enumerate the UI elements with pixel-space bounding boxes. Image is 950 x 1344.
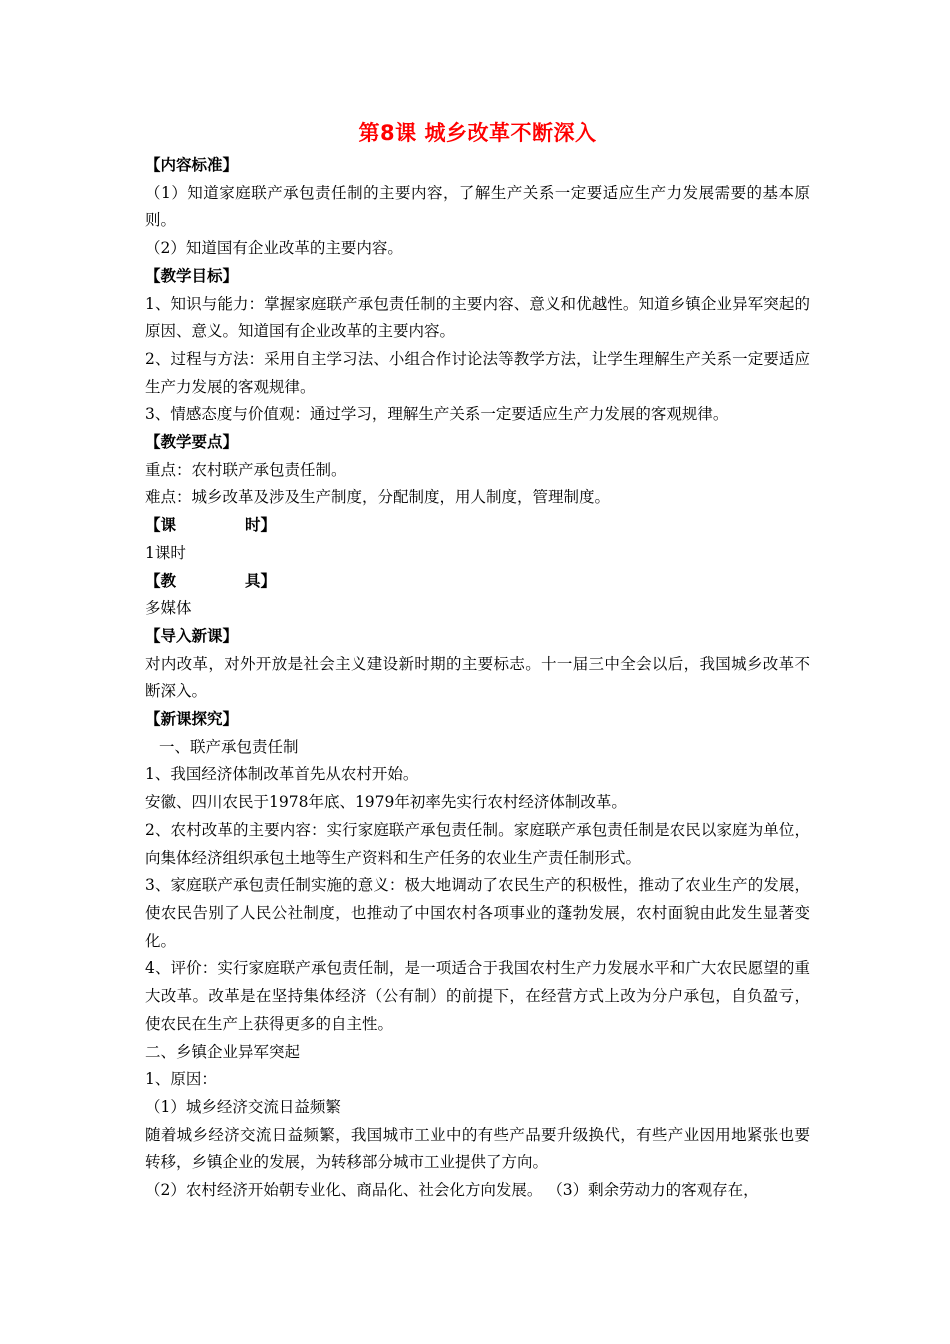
paragraph: 对内改革，对外开放是社会主义建设新时期的主要标志。十一届三中全会以后，我国城乡改革不断深入。: [145, 654, 810, 701]
paragraph: 1课时: [145, 543, 186, 562]
paragraph: 随着城乡经济交流日益频繁，我国城市工业中的有些产品要升级换代，有些产业因用地紧张也要转移，乡镇企业的发展，为转移部分城市工业提供了方向。: [145, 1125, 810, 1172]
paragraph: 难点：城乡改革及涉及生产制度，分配制度，用人制度，管理制度。: [145, 488, 611, 507]
paragraph: 4、评价：实行家庭联产承包责任制，是一项适合于我国农村生产力发展水平和广大农民愿望的重大改革。改革是在坚持集体经济（公有制）的前提下，在经营方式上改为分户承包，自负盈亏，使农民在生产上获得更多的自主性。: [145, 959, 810, 1033]
section-heading: [145, 568, 810, 596]
paragraph: 3、情感态度与价值观：通过学习，理解生产关系一定要适应生产力发展的客观规律。: [145, 405, 729, 424]
paragraph: 多媒体: [145, 599, 192, 618]
section-heading-right: 时】: [245, 516, 277, 535]
paragraph: 安徽、四川农民于1978年底、1979年初率先实行农村经济体制改革。: [145, 793, 627, 812]
paragraph: 1、原因：: [145, 1070, 217, 1089]
section-heading: [145, 512, 810, 540]
section-heading-left: 【课: [145, 516, 177, 535]
paragraph: 二、乡镇企业异军突起: [145, 1042, 301, 1061]
section-heading: 【教学要点】: [145, 433, 239, 452]
paragraph: （1）城乡经济交流日益频繁: [145, 1097, 341, 1116]
document-body: [145, 152, 810, 1205]
paragraph: 1、我国经济体制改革首先从农村开始。: [145, 765, 419, 784]
paragraph: 1、知识与能力：掌握家庭联产承包责任制的主要内容、意义和优越性。知道乡镇企业异军突起的原因、意义。知道国有企业改革的主要内容。: [145, 294, 810, 341]
document-page: [145, 118, 810, 1205]
section-heading: 【教学目标】: [145, 266, 239, 285]
section-heading: 【内容标准】: [145, 156, 239, 174]
paragraph: （2）农村经济开始朝专业化、商品化、社会化方向发展。 （3）剩余劳动力的客观存在，: [145, 1181, 759, 1200]
paragraph: 一、联产承包责任制: [159, 737, 299, 756]
paragraph: （1）知道家庭联产承包责任制的主要内容，了解生产关系一定要适应生产力发展需要的基本原则。: [145, 183, 810, 230]
section-heading: 【导入新课】: [145, 626, 239, 645]
section-heading: 【新课探究】: [145, 710, 239, 729]
paragraph: 2、农村改革的主要内容：实行家庭联产承包责任制。家庭联产承包责任制是农民以家庭为单位，向集体经济组织承包土地等生产资料和生产任务的农业生产责任制形式。: [145, 820, 810, 867]
paragraph: （2）知道国有企业改革的主要内容。: [145, 239, 403, 258]
section-heading-left: 【教: [145, 571, 177, 590]
page-title: 第8课 城乡改革不断深入: [358, 121, 597, 145]
paragraph: 2、过程与方法：采用自主学习法、小组合作讨论法等教学方法，让学生理解生产关系一定要适应生产力发展的客观规律。: [145, 349, 810, 396]
paragraph: 3、家庭联产承包责任制实施的意义：极大地调动了农民生产的积极性，推动了农业生产的发展，使农民告别了人民公社制度，也推动了中国农村各项事业的蓬勃发展，农村面貌由此发生显著变化。: [145, 876, 810, 950]
paragraph: 重点：农村联产承包责任制。: [145, 460, 347, 479]
section-heading-right: 具】: [245, 571, 277, 590]
